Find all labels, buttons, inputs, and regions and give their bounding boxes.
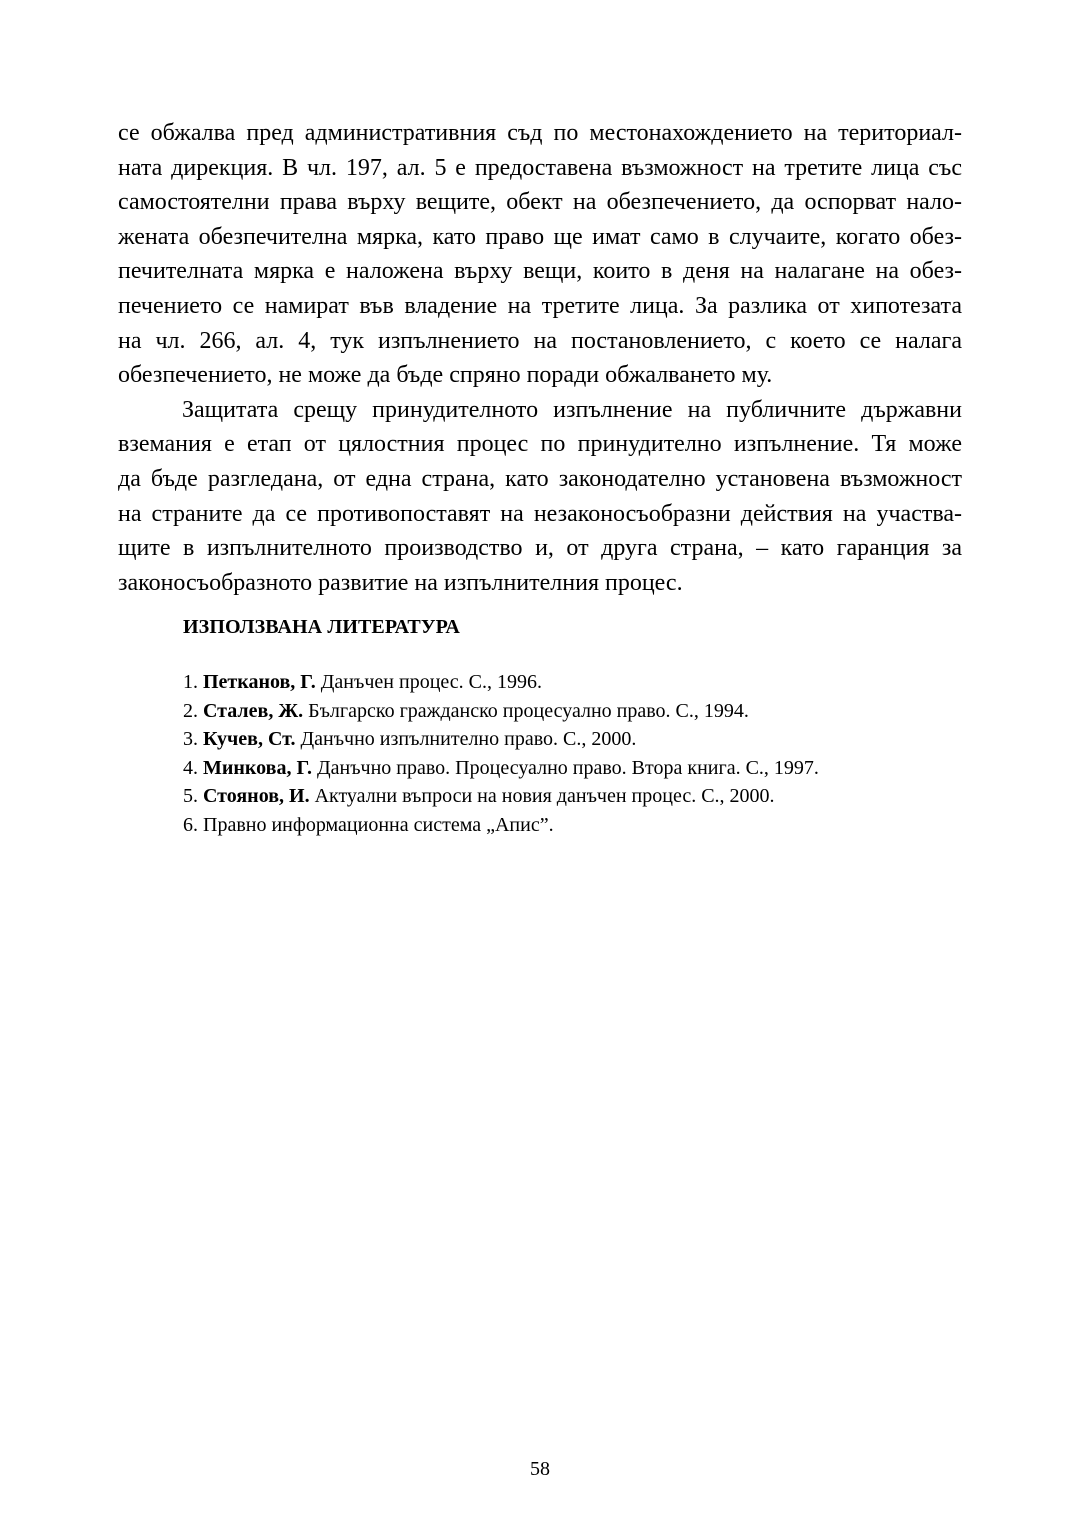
reference-item — [183, 697, 819, 726]
page-number: 58 — [530, 1458, 550, 1480]
reference-author: Кучев, Ст. — [203, 728, 296, 751]
paragraph-1 — [118, 116, 962, 393]
reference-title: Правно информационна система „Апис”. — [203, 813, 554, 836]
text-line: се обжалва пред административния съд по местонахождението на териториал- — [118, 120, 962, 146]
reference-item — [183, 668, 819, 697]
reference-author: Сталев, Ж. — [203, 699, 304, 722]
reference-number: 1. — [183, 671, 198, 693]
text-line: печението се намират във владение на третите лица. За разлика от хипотезата — [118, 292, 962, 319]
paragraph-2 — [118, 393, 962, 601]
text-line: обезпечението, не може да бъде спряно поради обжалването му. — [118, 362, 773, 389]
text-line: законосъобразното развитие на изпълнителния процес. — [118, 569, 683, 596]
reference-title: Българско гражданско процесуално право. С., 1994. — [308, 699, 749, 722]
reference-author: Минкова, Г. — [203, 756, 312, 779]
reference-item — [183, 811, 819, 840]
reference-number: 2. — [183, 699, 198, 722]
reference-number: 5. — [183, 785, 198, 808]
text-line: ната дирекция. В чл. 197, ал. 5 е предоставена възможност на третите лица със — [118, 154, 962, 181]
text-line: вземания е етап от цялостния процес по принудително изпълнение. Тя може — [118, 431, 962, 458]
reference-author: Петканов, Г. — [203, 671, 316, 693]
text-line: самостоятелни права върху вещите, обект на обезпечението, да оспорват нало- — [118, 189, 962, 216]
reference-title: Данъчно право. Процесуално право. Втора книга. С., 1997. — [316, 756, 819, 779]
text-line: на чл. 266, ал. 4, тук изпълнението на постановлението, с което се налага — [118, 327, 962, 354]
text-line: Защитата срещу принудителното изпълнение на публичните държавни — [182, 396, 962, 423]
text-line: щите в изпълнителното производство и, от друга страна, – като гаранция за — [118, 535, 962, 562]
text-line: жената обезпечителна мярка, като право ще имат само в случаите, когато обез- — [118, 223, 962, 250]
text-line: да бъде разгледана, от една страна, като законодателно установена възможност — [118, 465, 962, 492]
reference-item — [183, 725, 819, 754]
reference-title: Данъчен процес. С., 1996. — [320, 671, 542, 693]
reference-number: 3. — [183, 728, 198, 751]
body-text — [118, 116, 962, 600]
reference-author: Стоянов, И. — [203, 785, 310, 808]
references-list — [183, 668, 819, 840]
text-line: печителната мярка е наложена върху вещи, които в деня на налагане на обез- — [118, 258, 962, 285]
reference-title: Данъчно изпълнително право. С., 2000. — [300, 728, 637, 751]
reference-number: 4. — [183, 756, 198, 779]
text-line: на страните да се противопоставят на незаконосъобразни действия на участва- — [118, 500, 962, 527]
reference-title: Актуални въпроси на новия данъчен процес. С., 2000. — [314, 785, 775, 808]
references-heading: ИЗПОЛЗВАНА ЛИТЕРАТУРА — [183, 616, 460, 638]
reference-item — [183, 782, 819, 811]
reference-number: 6. — [183, 813, 198, 836]
reference-item — [183, 754, 819, 783]
